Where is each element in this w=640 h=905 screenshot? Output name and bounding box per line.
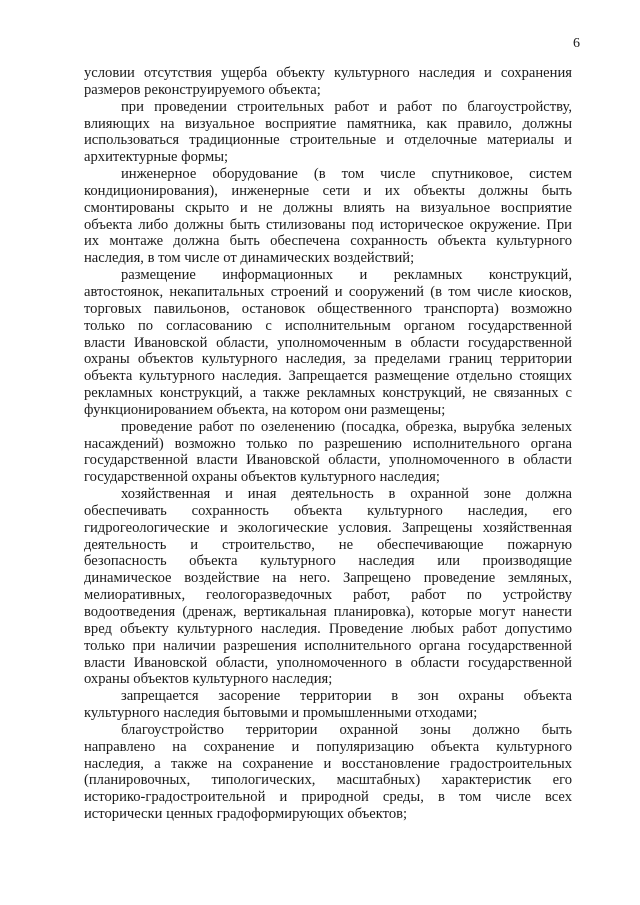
paragraph (84, 722, 572, 823)
text-line: использоваться традиционные строительные и отделочные материалы и (84, 132, 572, 149)
text-line: вред объекту культурного наследия. Проведение любых работ допустимо (84, 620, 572, 637)
text-line: размещение информационных и рекламных конструкций, (121, 267, 572, 284)
text-line: государственной охраны объектов культурного наследия; (84, 469, 440, 486)
text-line: кондиционирования), инженерные сети и их объекты должны быть (84, 182, 572, 199)
text-line: наследия, в том числе от динамических воздействий; (84, 250, 415, 267)
text-line: хозяйственная и иная деятельность в охранной зоне должна (121, 486, 572, 503)
text-line: только при наличии разрешения исполнительного органа государственной (84, 637, 572, 654)
document-body (84, 65, 572, 823)
text-line: смонтированы скрыто и не должны влиять на визуальное восприятие (84, 199, 572, 216)
text-line: запрещается засорение территории в зон охраны объекта (121, 688, 572, 705)
text-line: рекламных конструкций, а также рекламных конструкций, не связанных с (84, 385, 572, 402)
paragraph (84, 688, 572, 722)
text-line: власти Ивановской области, уполномоченным в области государственной (84, 334, 572, 351)
text-line: мелиоративных, геологоразведочных работ, работ по устройству (84, 587, 572, 604)
text-line: торговых павильонов, остановок общественного транспорта) возможно (84, 300, 572, 317)
text-line: условии отсутствия ущерба объекту культурного наследия и сохранения (84, 65, 572, 81)
text-line: государственной власти Ивановской области, уполномоченного в области (84, 452, 572, 469)
text-line: инженерное оборудование (в том числе спутниковое, систем (121, 166, 572, 183)
text-line: охраны объектов культурного наследия, за пределами границ территории (84, 351, 572, 368)
text-line: размеров реконструируемого объекта; (84, 81, 321, 98)
text-line: влияющих на визуальное восприятие памятника, как правило, должны (84, 115, 572, 132)
text-line: водоотведения (дренаж, вертикальная планировка), которые могут нанести (84, 604, 572, 620)
text-line: историко-градостроительной и природной среды, в том числе всех (84, 789, 572, 806)
text-line: обеспечивать сохранность объекта культурного наследия, его (84, 502, 572, 519)
text-line: безопасность объекта культурного наследия или производящие (84, 553, 572, 570)
text-line: охраны объектов культурного наследия; (84, 671, 333, 688)
text-line: динамическое воздействие на него. Запрещено проведение земляных, (84, 570, 572, 587)
text-line: власти Ивановской области, уполномоченного в области государственной (84, 654, 572, 671)
text-line: только по согласованию с исполнительным органом государственной (84, 317, 572, 334)
text-line: гидрогеологические и экологические условия. Запрещены хозяйственная (84, 519, 572, 536)
text-line: направлено на сохранение и популяризацию объекта культурного (84, 738, 572, 755)
text-line: их монтаже должна быть обеспечена сохранность объекта культурного (84, 233, 572, 250)
text-line: благоустройство территории охранной зоны должно быть (121, 721, 572, 738)
text-line: наследия, а также на сохранение и восстановление градостроительных (84, 755, 572, 772)
text-line: исторически ценных градоформирующих объектов; (84, 806, 408, 823)
text-line: проведение работ по озеленению (посадка, обрезка, вырубка зеленых (121, 418, 572, 435)
text-line: насаждений) возможно только по разрешению исполнительного органа (84, 435, 572, 452)
paragraph (84, 166, 572, 267)
text-line: объекта культурного наследия. Запрещается размещение отдельно стоящих (84, 368, 572, 385)
page-number: 6 (573, 36, 580, 51)
paragraph (84, 486, 572, 688)
paragraph (84, 419, 572, 486)
text-line: при проведении строительных работ и работ по благоустройству, (121, 98, 572, 115)
paragraph (84, 267, 572, 419)
text-line: архитектурные формы; (84, 149, 229, 166)
text-line: автостоянок, некапитальных строений и сооружений (в том числе киосков, (84, 283, 572, 300)
text-line: объекта либо должны быть стилизованы под историческое окружение. При (84, 216, 572, 233)
text-line: культурного наследия бытовыми и промышленными отходами; (84, 705, 478, 722)
text-line: деятельность и строительство, не обеспечивающие пожарную (84, 536, 572, 553)
text-line: функционированием объекта, на котором они размещены; (84, 401, 446, 418)
paragraph (84, 65, 572, 99)
paragraph (84, 99, 572, 166)
text-line: (планировочных, типологических, масштабных) характеристик его (84, 772, 572, 789)
